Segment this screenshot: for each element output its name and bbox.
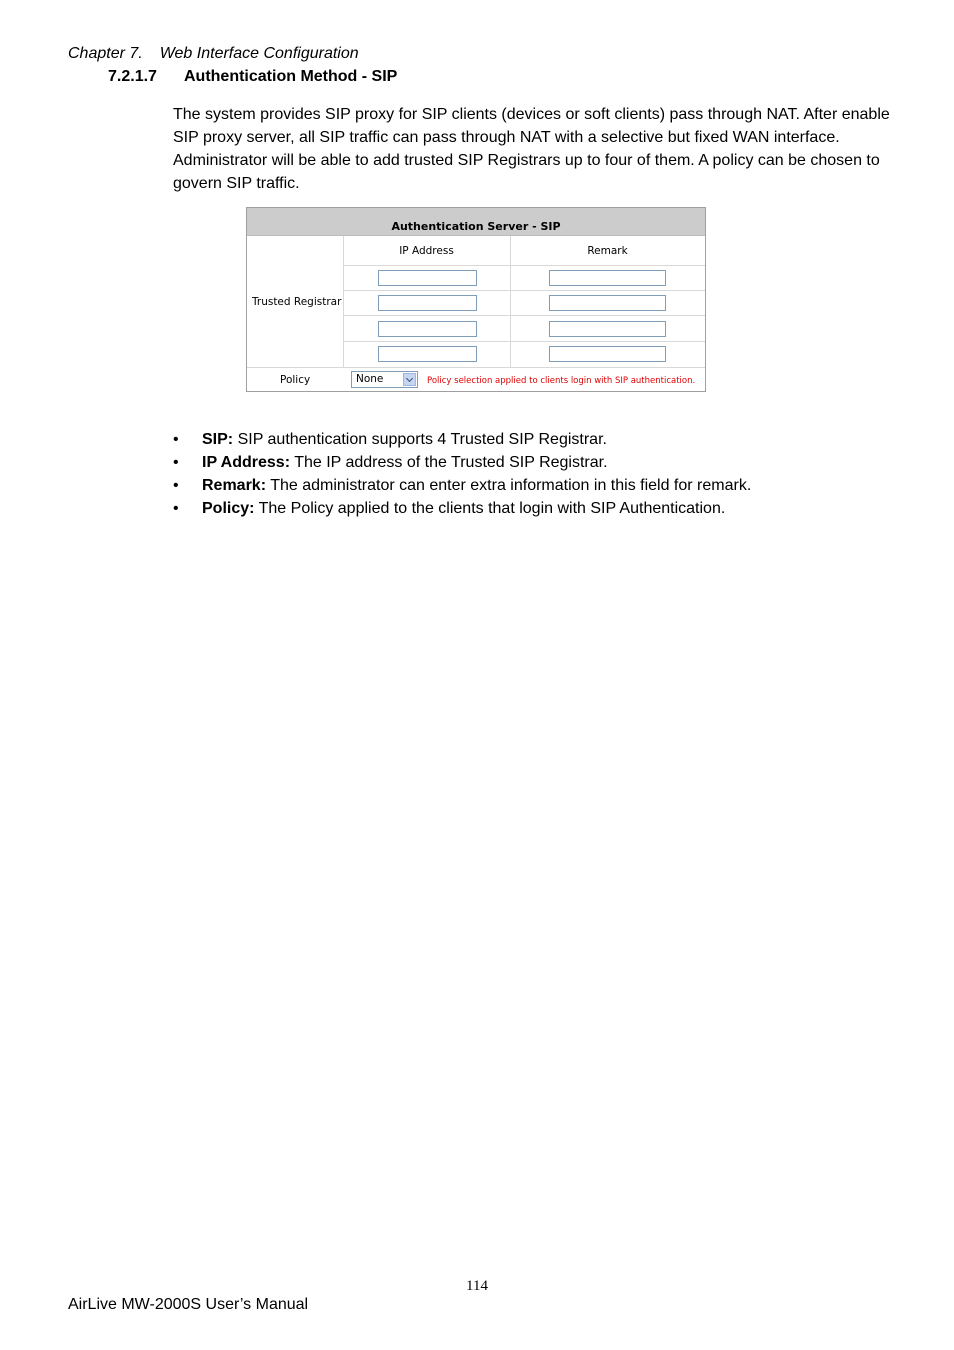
grid-line <box>247 367 705 368</box>
term: IP Address: <box>202 454 291 471</box>
chapter-number: Chapter 7. <box>68 45 143 62</box>
policy-label: Policy <box>280 374 311 386</box>
intro-paragraph: The system provides SIP proxy for SIP clients (devices or soft clients) pass through NAT. After enable SIP proxy server, all SIP traffic can pass through NAT with a selective but fixed WAN interface. Administrator will be able to add trusted SIP Registrars up to four of them. A policy can be chosen to govern SIP traffic. <box>173 106 890 192</box>
policy-select[interactable] <box>351 371 418 388</box>
grid-line <box>343 341 705 342</box>
description: The IP address of the Trusted SIP Registrar. <box>290 454 608 471</box>
policy-note: Policy selection applied to clients login with SIP authentication. <box>427 376 696 386</box>
registrar-1-remark-input[interactable] <box>549 270 666 286</box>
column-header-ip: IP Address <box>399 245 454 257</box>
page-number: 114 <box>466 1278 488 1294</box>
field-descriptions <box>173 428 751 520</box>
bullet: • <box>173 477 179 494</box>
registrar-2-remark-input[interactable] <box>549 295 666 311</box>
registrar-2-ip-input[interactable] <box>378 295 477 311</box>
section-number: 7.2.1.7 <box>108 68 157 85</box>
term: SIP: <box>202 431 234 448</box>
description: The Policy applied to the clients that login with SIP Authentication. <box>254 500 726 517</box>
registrar-4-remark-input[interactable] <box>549 346 666 362</box>
sip-auth-server-panel <box>246 207 706 392</box>
chapter-title: Web Interface Configuration <box>159 45 359 62</box>
registrar-3-ip-input[interactable] <box>378 321 477 337</box>
chapter-header <box>68 45 359 63</box>
registrar-1-ip-input[interactable] <box>378 270 477 286</box>
policy-select-value: None <box>356 373 384 385</box>
trusted-registrar-label: Trusted Registrar <box>252 296 342 308</box>
chevron-down-icon[interactable] <box>403 373 416 386</box>
term: Remark: <box>202 477 267 494</box>
footer-manual-title: AirLive MW-2000S User’s Manual <box>68 1296 309 1313</box>
grid-line <box>343 315 705 316</box>
description: SIP authentication supports 4 Trusted SIP Registrar. <box>233 431 607 448</box>
section-title: Authentication Method - SIP <box>184 68 398 85</box>
list-item <box>173 474 751 497</box>
section-heading <box>108 68 397 86</box>
bullet: • <box>173 431 179 448</box>
term: Policy: <box>202 500 255 517</box>
registrar-3-remark-input[interactable] <box>549 321 666 337</box>
description: The administrator can enter extra information in this field for remark. <box>266 477 752 494</box>
grid-line <box>343 290 705 291</box>
bullet: • <box>173 500 179 517</box>
grid-line <box>343 265 705 266</box>
column-header-remark: Remark <box>587 245 628 257</box>
list-item <box>173 497 751 520</box>
panel-title: Authentication Server - SIP <box>247 208 705 236</box>
bullet: • <box>173 454 179 471</box>
list-item <box>173 451 751 474</box>
list-item <box>173 428 751 451</box>
registrar-4-ip-input[interactable] <box>378 346 477 362</box>
